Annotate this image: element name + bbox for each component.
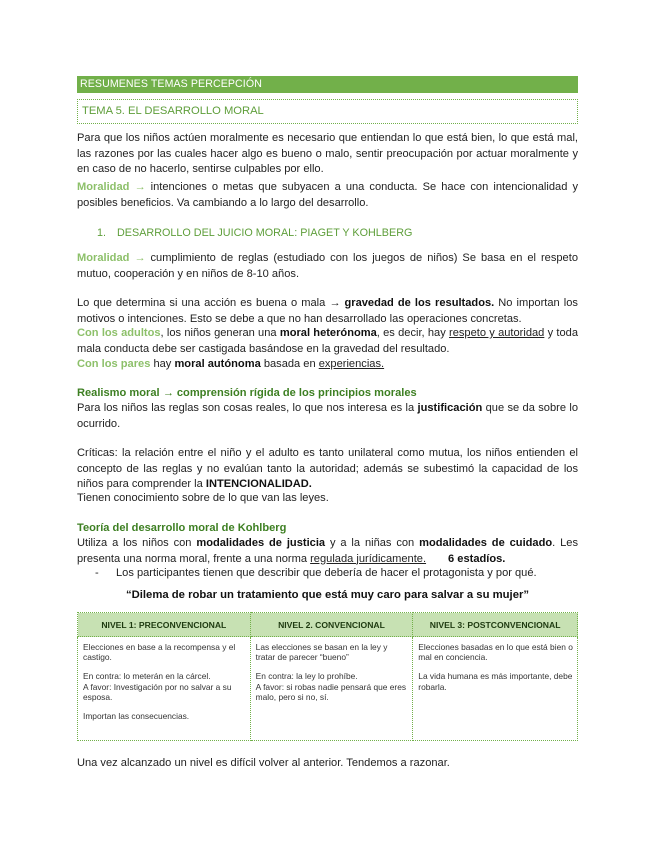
cell-text: Importan las consecuencias. (83, 711, 190, 722)
kohlberg-c: y a la niñas con (325, 537, 420, 549)
kohlberg-title: Teoría del desarrollo moral de Kohlberg (77, 522, 287, 534)
moralidad-definition (77, 180, 578, 211)
list-dash: - (95, 567, 99, 579)
kohlberg-heading (77, 521, 578, 537)
cell-text: Elecciones basadas en lo que está bien o mal en conciencia. (418, 642, 573, 663)
pares-term: Con los pares (77, 358, 151, 370)
cell-text: A favor: Investigación por no salvar a su esposa. (83, 681, 232, 702)
cell-text: A favor: si robas nadie pensará que eres malo, pero si no, sí. (255, 681, 407, 702)
pares-d: experiencias. (318, 358, 385, 370)
kohlberg-g: 6 estadíos. (448, 552, 506, 565)
adultos-e: y toda mala conducta debe ser castigada basándose en la gravedad del resultado. (77, 327, 578, 355)
list-item-text: Los participantes tienen que describir que debería de hacer el protagonista y por qué. (116, 567, 537, 579)
realismo-heading (77, 386, 578, 402)
kohlberg-paragraph (77, 536, 578, 567)
cell-text: Elecciones en base a la recompensa y el castigo. (83, 642, 236, 663)
moralidad-text: intenciones o metas que subyacen a una conducta. Se hace con intencionalidad y posibles beneficios. Va cambiando a lo largo del desarrollo. (77, 181, 578, 209)
adultos-c: , es decir, hay (376, 327, 450, 339)
criticas-last-line: Tienen conocimiento sobre de lo que van las leyes. (77, 492, 329, 504)
cell-text: En contra: la ley lo prohíbe. (255, 671, 358, 682)
moralidad-rules-text: cumplimiento de reglas (estudiado con los juegos de niños) Se basa en el respeto mutuo, cooperación y en niños de 8-10 años. (77, 252, 578, 280)
determina-paragraph (77, 296, 578, 327)
moralidad-term-2: Moralidad → (77, 252, 146, 264)
list-item (95, 566, 537, 581)
cell-level-2 (250, 637, 413, 741)
cell-level-1 (78, 637, 251, 741)
pares-c: basada en (260, 358, 319, 370)
realismo-c: que se da sobre lo ocurrido. (77, 402, 578, 430)
moralidad-rules-paragraph (77, 251, 578, 282)
cell-level-3 (413, 637, 578, 741)
closing-paragraph: Una vez alcanzado un nivel es difícil volver al anterior. Tendemos a razonar. (77, 757, 450, 770)
dilemma-title: “Dilema de robar un tratamiento que está muy caro para salvar a su mujer” (125, 589, 530, 601)
header-level-1: NIVEL 1: PRECONVENCIONAL (78, 613, 251, 637)
adultos-b: moral heterónoma (279, 327, 377, 339)
moralidad-term: Moralidad → (77, 181, 146, 193)
topic-title: TEMA 5. EL DESARROLLO MORAL (77, 99, 578, 124)
cell-text: Las elecciones se basan en la ley y tratar de parecer “bueno” (255, 642, 388, 663)
adultos-paragraph (77, 326, 578, 357)
realismo-b: justificación (417, 402, 483, 414)
adultos-d: respeto y autoridad (449, 327, 545, 339)
pares-paragraph (77, 357, 578, 373)
section-number: 1. (97, 227, 107, 239)
pares-b: moral autónoma (174, 358, 261, 370)
intro-paragraph: Para que los niños actúen moralmente es necesario que entiendan lo que está bien, lo que está mal, las razones por las cuales hacer algo es bueno o malo, sentir preocupación por actuar moralmente y en caso de no hacerlo, sentirse culpables por ello. (77, 132, 578, 176)
determina-b: gravedad de los resultados. (344, 297, 495, 309)
determina-a: Lo que determina si una acción es buena o mala → (77, 297, 345, 309)
levels-table (77, 612, 578, 741)
realismo-title: Realismo moral → comprensión rígida de los principios morales (77, 387, 417, 399)
kohlberg-a: Utiliza a los niños con (77, 537, 197, 549)
criticas-b: INTENCIONALIDAD. (205, 478, 312, 491)
criticas-paragraph (77, 446, 578, 493)
adultos-term: Con los adultos (77, 327, 161, 339)
section-title: DESARROLLO DEL JUICIO MORAL: PIAGET Y KOHLBERG (117, 227, 413, 239)
pares-a: hay (150, 358, 175, 370)
table-row (78, 637, 578, 741)
summary-banner: RESUMENES TEMAS PERCEPCIÓN (77, 76, 578, 93)
kohlberg-d: modalidades de cuidado (419, 537, 553, 549)
header-level-2: NIVEL 2. CONVENCIONAL (250, 613, 413, 637)
table-header-row (78, 613, 578, 637)
kohlberg-b: modalidades de justicia (196, 537, 326, 549)
adultos-a: , los niños generan una (160, 327, 280, 339)
realismo-paragraph (77, 401, 578, 432)
cell-text: En contra: lo meterán en la cárcel. (83, 671, 211, 682)
kohlberg-e: . Les presenta una norma moral, frente a una norma (77, 537, 579, 565)
realismo-a: Para los niños las reglas son cosas reales, lo que nos interesa es la (77, 402, 418, 414)
cell-text: La vida humana es más importante, debe robarla. (418, 671, 573, 692)
section-heading (97, 226, 412, 241)
header-level-3: NIVEL 3: POSTCONVENCIONAL (413, 613, 578, 637)
kohlberg-f: regulada jurídicamente. (310, 552, 427, 565)
criticas-a: Críticas: la relación entre el niño y el adulto es tanto unilateral como mutua, los niños entienden el concepto de las reglas y no evalúan tanto la autoridad; además se subestimó la capacidad de los niños para comprender la (77, 447, 578, 491)
determina-c: No importan los motivos o intenciones. Esto se debe a que no han desarrollado las operaciones concretas. (77, 297, 578, 325)
